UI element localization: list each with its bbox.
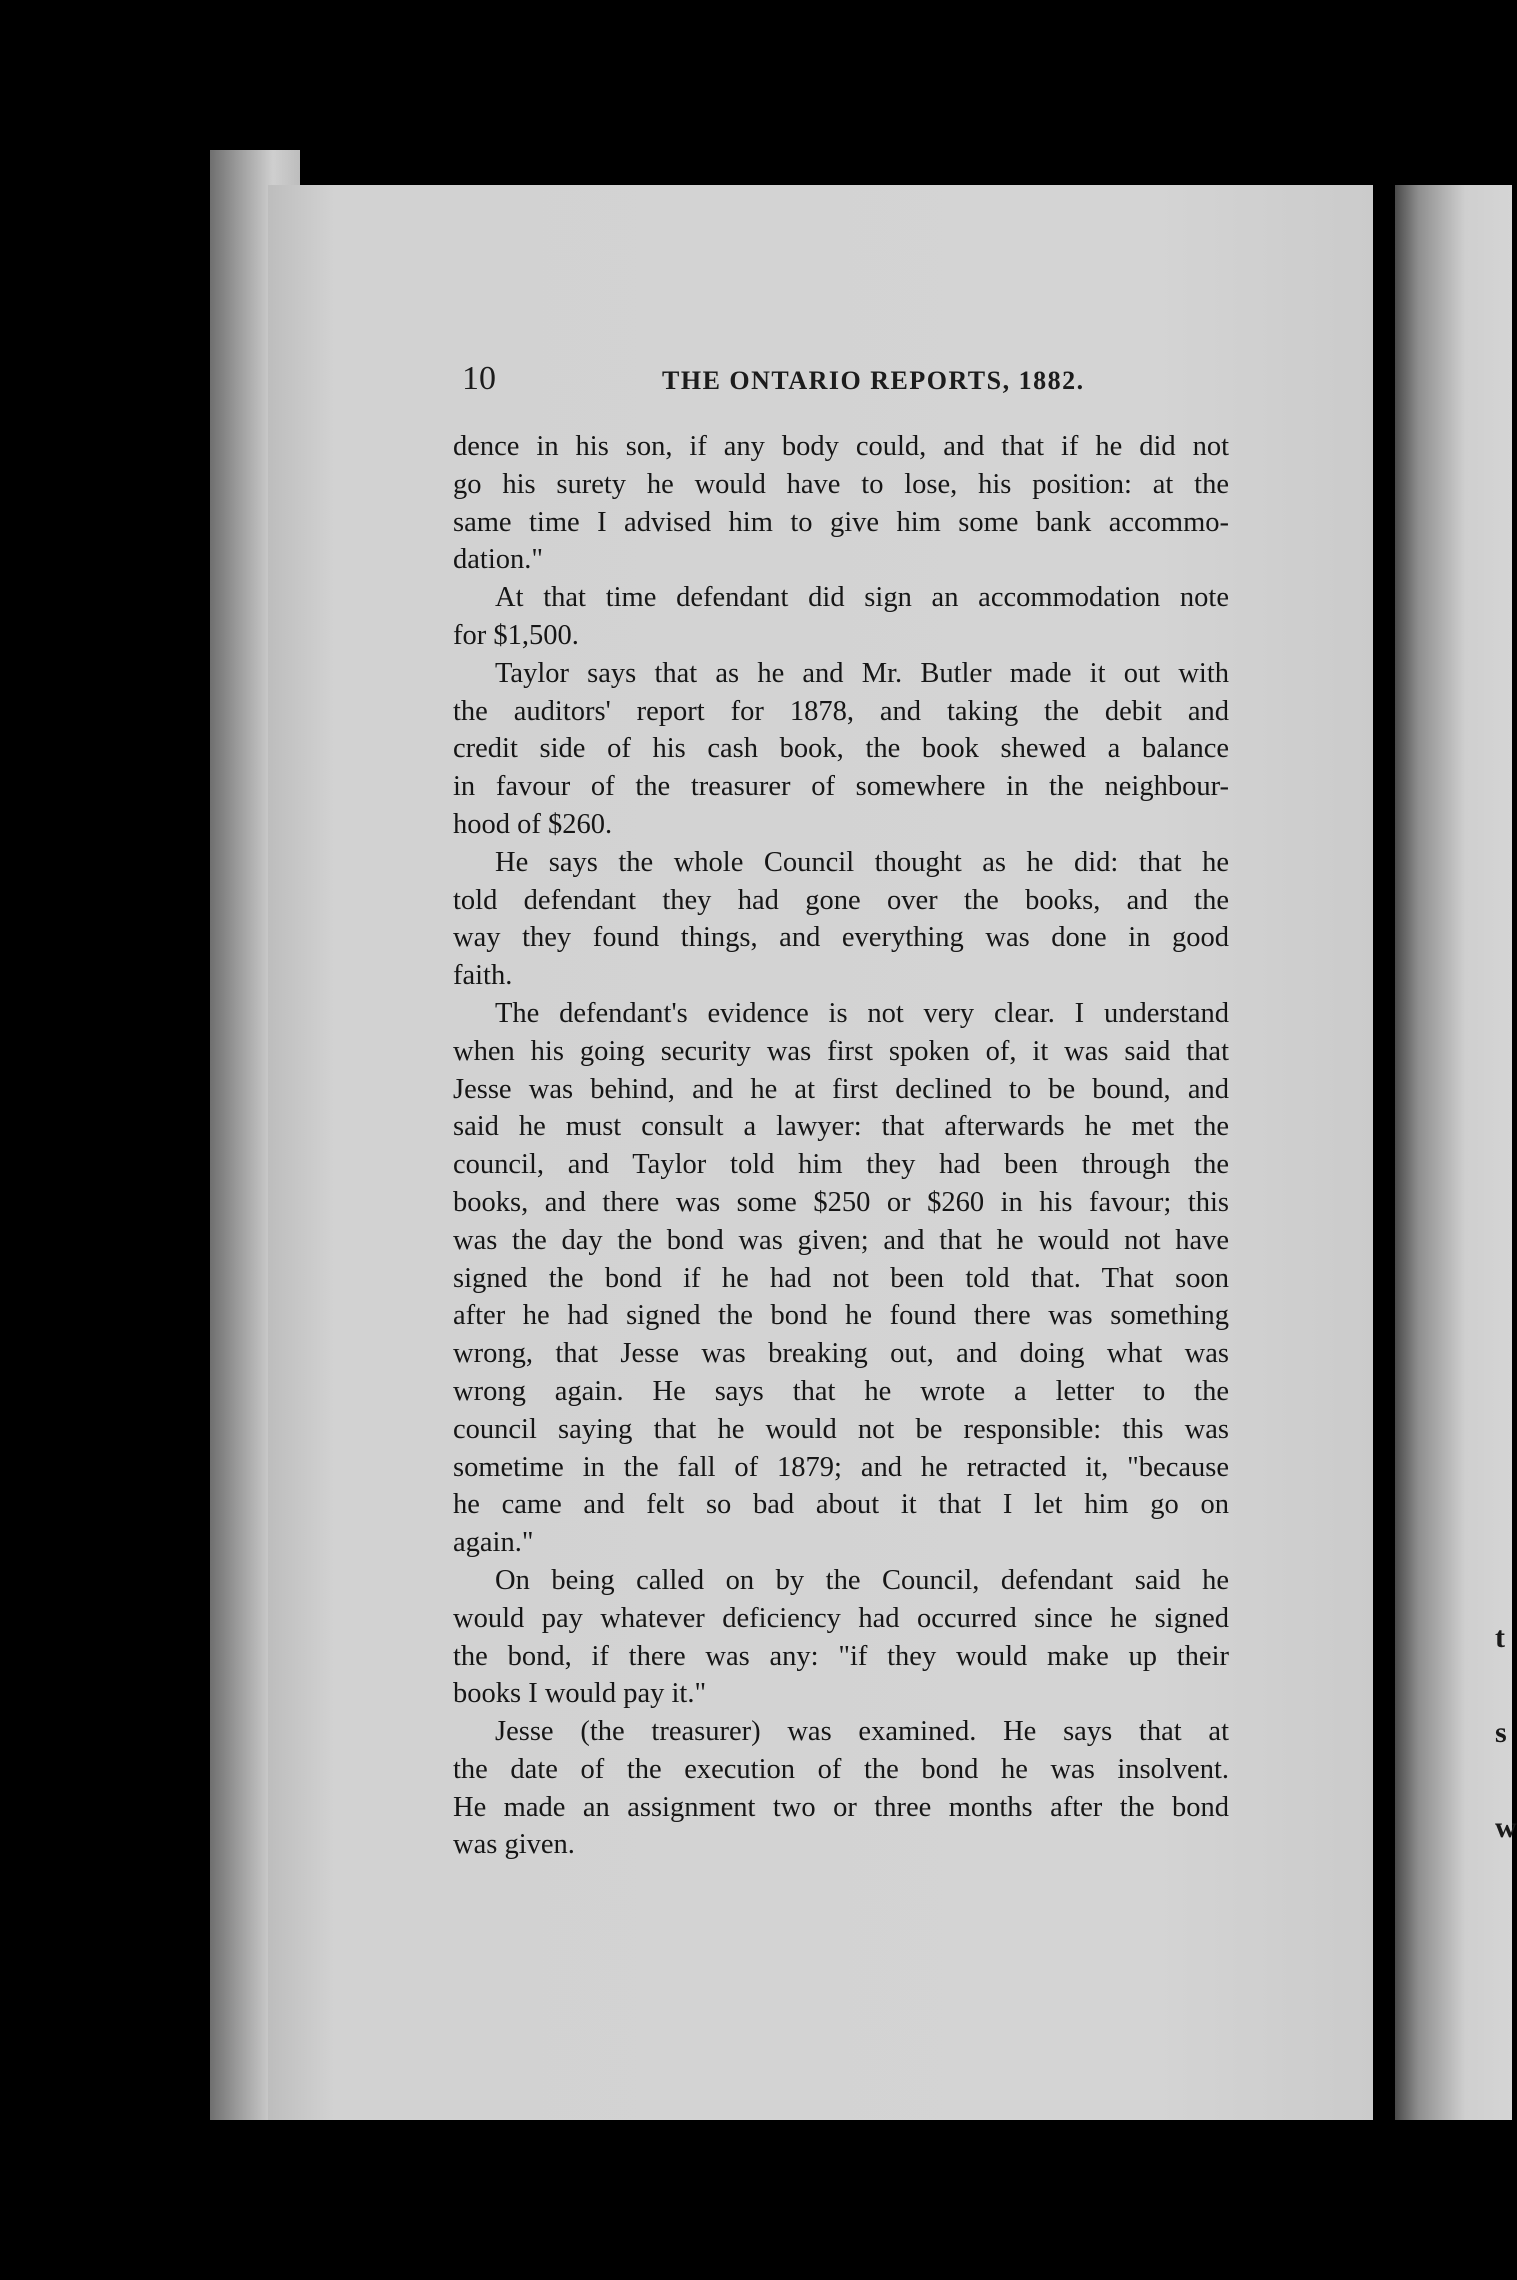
text-line: same time I advised him to give him some bank accommo- bbox=[453, 506, 1229, 538]
page-number: 10 bbox=[462, 360, 496, 397]
text-line: books, and there was some $250 or $260 in his favour; this bbox=[453, 1186, 1229, 1218]
text-line: wrong again. He says that he wrote a letter to the bbox=[453, 1375, 1229, 1407]
text-line: dation." bbox=[453, 544, 543, 576]
text-line: The defendant's evidence is not very clear. I understand bbox=[495, 997, 1229, 1029]
text-line: way they found things, and everything was done in good bbox=[453, 922, 1229, 954]
text-line: again." bbox=[453, 1527, 534, 1559]
text-line: for $1,500. bbox=[453, 619, 579, 651]
facing-letter: t bbox=[1495, 1621, 1505, 1654]
text-line: the date of the execution of the bond he was insolvent. bbox=[453, 1753, 1229, 1785]
text-line: was the day the bond was given; and that he would not have bbox=[453, 1224, 1229, 1256]
facing-letter: s bbox=[1495, 1716, 1507, 1749]
text-line: said he must consult a lawyer: that afterwards he met the bbox=[453, 1111, 1229, 1143]
text-line: signed the bond if he had not been told that. That soon bbox=[453, 1262, 1229, 1294]
text-line: sometime in the fall of 1879; and he retracted it, "because bbox=[453, 1451, 1229, 1483]
text-line: told defendant they had gone over the books, and the bbox=[453, 884, 1229, 916]
text-line: the bond, if there was any: "if they would make up their bbox=[453, 1640, 1229, 1672]
facing-page-fragment bbox=[1495, 1590, 1517, 1875]
paragraph bbox=[453, 844, 1229, 995]
text-line: credit side of his cash book, the book shewed a balance bbox=[453, 733, 1229, 765]
text-line: was given. bbox=[453, 1829, 575, 1861]
text-line: wrong, that Jesse was breaking out, and doing what was bbox=[453, 1338, 1229, 1370]
text-line: On being called on by the Council, defendant said he bbox=[495, 1564, 1229, 1596]
text-line: when his going security was first spoken of, it was said that bbox=[453, 1035, 1229, 1067]
paragraph bbox=[453, 1562, 1229, 1713]
page-header bbox=[462, 360, 1232, 410]
text-line: in favour of the treasurer of somewhere in the neighbour- bbox=[453, 771, 1229, 803]
body-text bbox=[453, 428, 1229, 1864]
paragraph bbox=[453, 1713, 1229, 1864]
text-line: go his surety he would have to lose, his position: at the bbox=[453, 468, 1229, 500]
text-line: Taylor says that as he and Mr. Butler made it out with bbox=[495, 657, 1229, 689]
text-line: dence in his son, if any body could, and that if he did not bbox=[453, 431, 1229, 462]
paragraph bbox=[453, 428, 1229, 579]
text-line: would pay whatever deficiency had occurred since he signed bbox=[453, 1602, 1229, 1634]
text-line: At that time defendant did sign an accommodation note bbox=[495, 582, 1229, 614]
text-line: Jesse was behind, and he at first declined to be bound, and bbox=[453, 1073, 1229, 1105]
text-line: He made an assignment two or three months after the bond bbox=[453, 1791, 1229, 1823]
text-line: the auditors' report for 1878, and taking the debit and bbox=[453, 695, 1229, 727]
paragraph bbox=[453, 579, 1229, 655]
paragraph bbox=[453, 655, 1229, 844]
text-line: he came and felt so bad about it that I let him go on bbox=[453, 1489, 1229, 1521]
running-head: THE ONTARIO REPORTS, 1882. bbox=[662, 366, 1085, 395]
paragraph bbox=[453, 995, 1229, 1562]
text-line: council, and Taylor told him they had been through the bbox=[453, 1149, 1229, 1181]
text-line: He says the whole Council thought as he did: that he bbox=[495, 846, 1229, 878]
text-line: hood of $260. bbox=[453, 808, 613, 840]
text-line: after he had signed the bond he found there was something bbox=[453, 1300, 1229, 1332]
text-line: Jesse (the treasurer) was examined. He says that at bbox=[495, 1716, 1229, 1748]
text-line: faith. bbox=[453, 960, 513, 992]
text-line: council saying that he would not be responsible: this was bbox=[453, 1413, 1229, 1445]
facing-letter: w bbox=[1495, 1811, 1517, 1844]
text-line: books I would pay it." bbox=[453, 1678, 707, 1710]
